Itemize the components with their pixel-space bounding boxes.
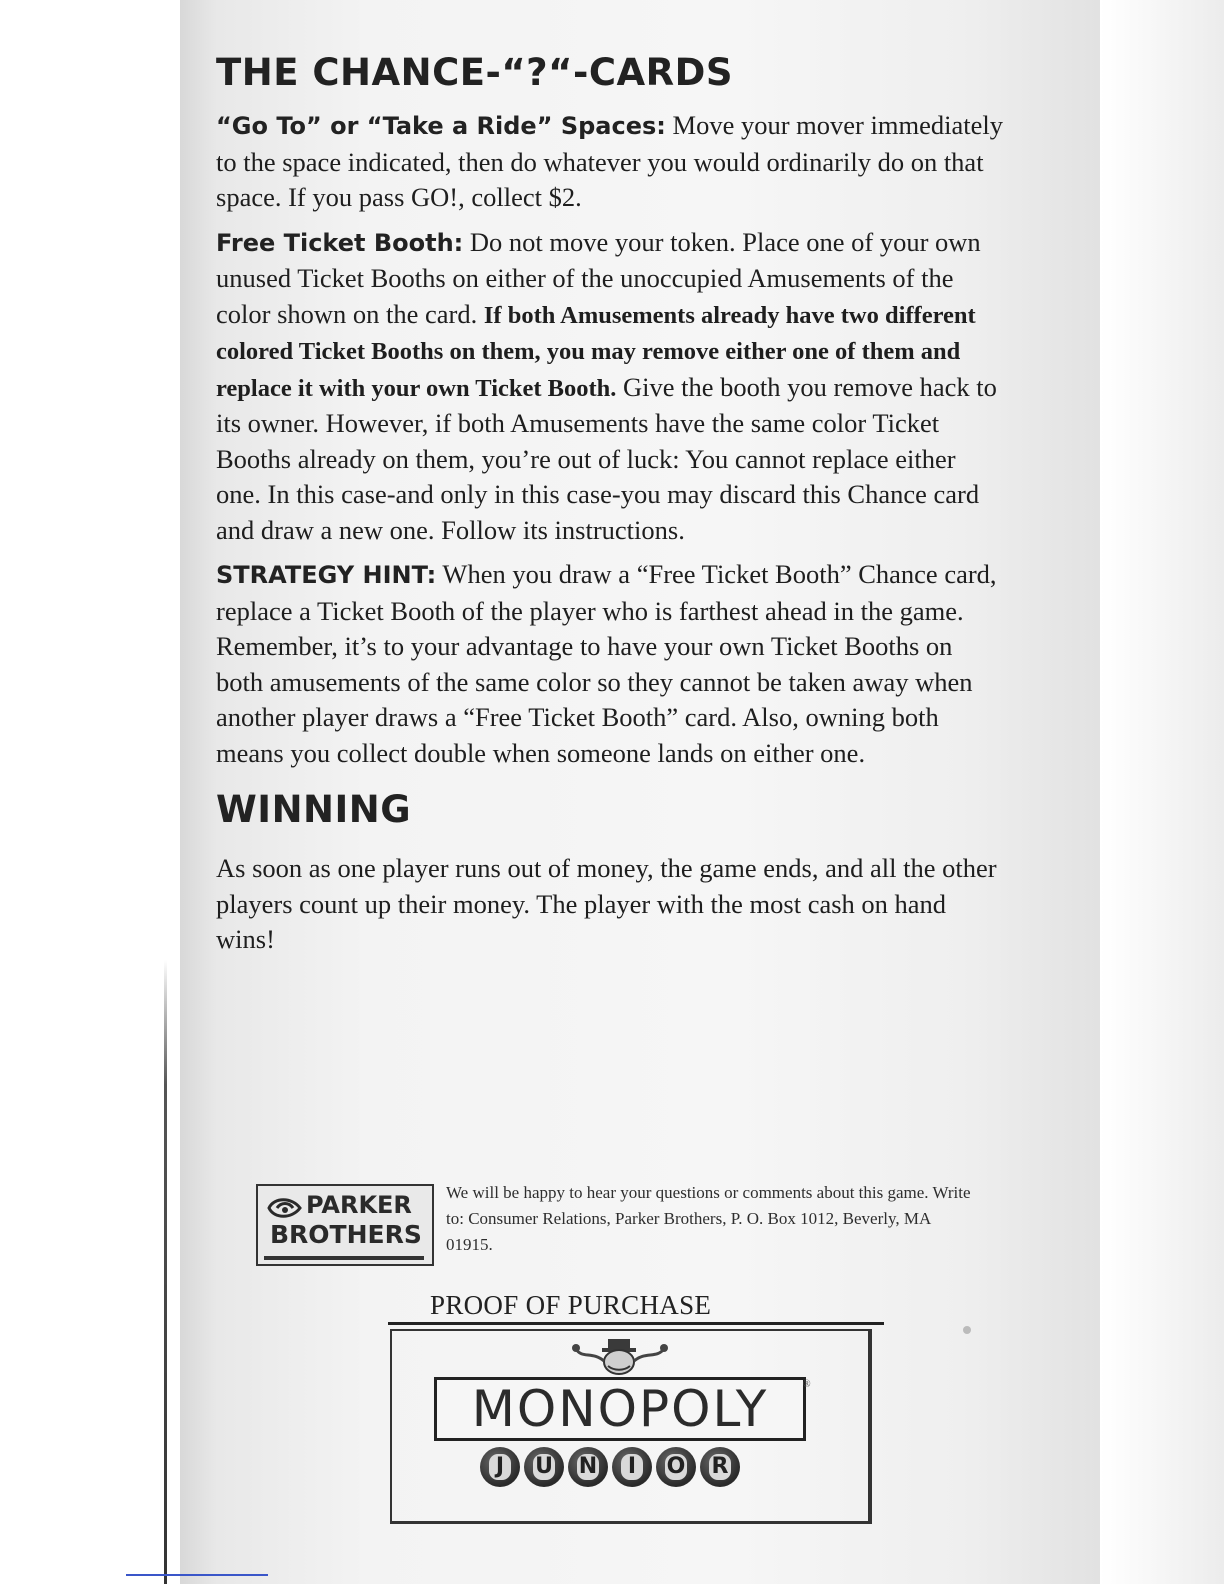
registered-mark: ® xyxy=(803,1379,811,1390)
monopoly-wordmark-box xyxy=(434,1377,806,1441)
goto-paragraph xyxy=(216,108,1006,216)
junior-letter: J xyxy=(480,1447,520,1487)
free-booth-emphasis: If both Amusements already have two different colored Ticket Booths on them, you may remove either one of them and replace it with your own Ticket Booth. xyxy=(216,301,976,402)
proof-of-purchase-label: PROOF OF PURCHASE xyxy=(430,1290,712,1320)
goto-lead: “Go To” or “Take a Ride” Spaces: xyxy=(216,112,666,140)
strategy-lead: STRATEGY HINT: xyxy=(216,561,437,589)
blue-underline-mark xyxy=(126,1574,268,1576)
logo-line-brothers: BROTHERS xyxy=(270,1220,422,1249)
goto-text: Move your mover immediately to the space indicated, then do whatever you would ordinarily do on that space. If you pass GO!, collect $2. xyxy=(216,110,1003,212)
junior-letter: I xyxy=(612,1447,652,1487)
strategy-text: When you draw a “Free Ticket Booth” Chance card, replace a Ticket Booth of the player who is farthest ahead in the game. Remember, it’s to your advantage to have your own Ticket Booths on both amusements of the same color so they cannot be taken away when another player draws a “Free Ticket Booth” card. Also, owning both means you collect double when someone lands on either one. xyxy=(216,559,997,768)
contact-text: We will be happy to hear your questions or comments about this game. Write to: Consumer Relations, Parker Brothers, P. O. Box 1012, Beverly, MA 01915. xyxy=(446,1183,971,1254)
winning-heading: WINNING xyxy=(216,788,412,831)
junior-letter: O xyxy=(656,1447,696,1487)
free-booth-lead: Free Ticket Booth: xyxy=(216,228,464,257)
page-content xyxy=(216,48,1006,967)
parker-brothers-logo xyxy=(256,1184,434,1266)
junior-letter: N xyxy=(568,1447,608,1487)
page-edge-line xyxy=(164,960,167,1584)
proof-rule xyxy=(388,1322,884,1325)
monopoly-wordmark: MONOPOLY xyxy=(471,1380,769,1438)
logo-line-parker: PARKER xyxy=(306,1191,412,1219)
proof-of-purchase-box xyxy=(390,1329,872,1524)
parker-brothers-contact xyxy=(256,1178,976,1268)
strategy-paragraph xyxy=(216,557,1006,771)
scan-margin xyxy=(1100,0,1224,1584)
mascot-icon xyxy=(570,1337,670,1381)
junior-wordmark xyxy=(480,1447,740,1487)
winning-paragraph: As soon as one player runs out of money, the game ends, and all the other players count up their money. The player with the most cash on hand wins! xyxy=(216,853,997,954)
free-booth-text-a: Do not move your token. Place one of your own unused Ticket Booths on either of the unoccupied Amusements of the color shown on the card. xyxy=(216,226,981,329)
junior-letter: U xyxy=(524,1447,564,1487)
speck-mark xyxy=(963,1326,971,1334)
chance-cards-heading: THE CHANCE-“?“-CARDS xyxy=(216,51,733,94)
free-booth-paragraph xyxy=(216,225,1006,549)
parker-swirl-icon xyxy=(266,1195,304,1221)
free-booth-text-b: Give the booth you remove hack to its owner. However, if both Amusements have the same color Ticket Booths already on them, you’re out of luck: You cannot replace either one. In this case-and only in this case-you may discard this Chance card and draw a new one. Follow its instructions. xyxy=(216,371,997,545)
junior-letter: R xyxy=(700,1447,740,1487)
logo-bar xyxy=(264,1256,424,1260)
